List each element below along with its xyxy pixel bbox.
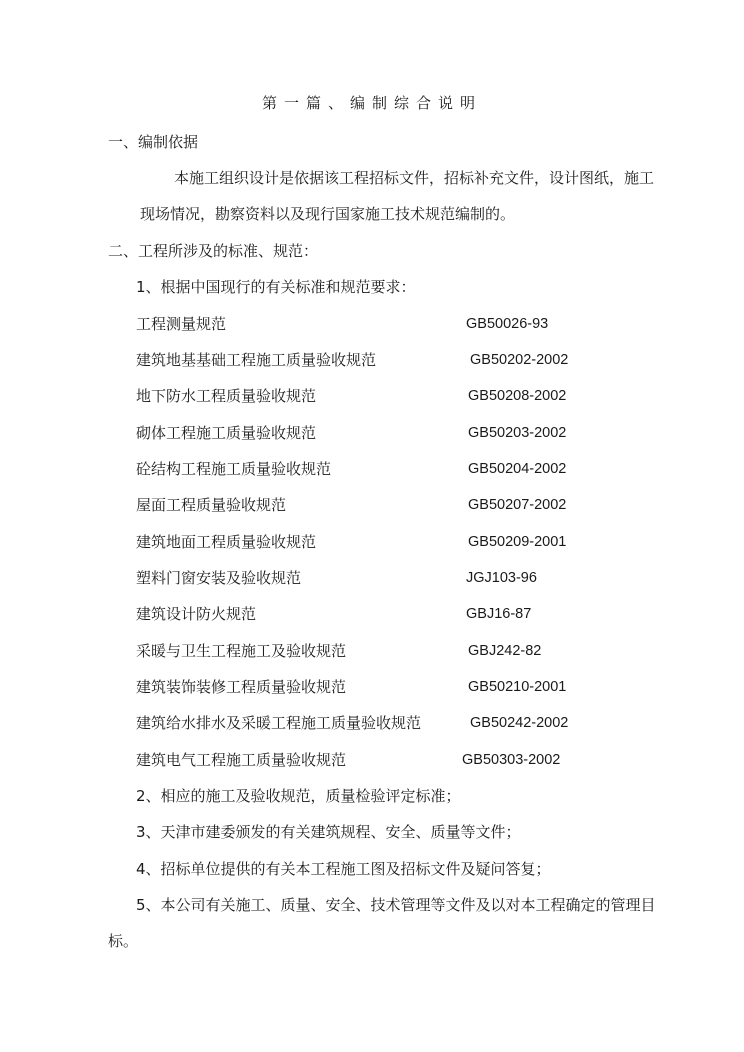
standard-name: 建筑设计防火规范 xyxy=(136,605,257,623)
standard-name: 建筑装饰装修工程质量验收规范 xyxy=(136,678,347,696)
standard-code: GB50026-93 xyxy=(466,316,549,332)
standard-name: 工程测量规范 xyxy=(136,315,227,333)
standard-code: GB50202-2002 xyxy=(470,352,569,368)
standard-code: GBJ16-87 xyxy=(466,606,532,622)
section-1-paragraph-line-1: 本施工组织设计是依据该工程招标文件，招标补充文件，设计图纸，施工 xyxy=(174,169,655,187)
standard-row xyxy=(0,314,744,334)
standard-row xyxy=(0,386,744,406)
standard-code: GB50210-2001 xyxy=(468,679,567,695)
standard-code: GBJ242-82 xyxy=(468,643,542,659)
standard-name: 屋面工程质量验收规范 xyxy=(136,496,287,514)
standard-row xyxy=(0,495,744,515)
standard-code: GB50208-2002 xyxy=(468,388,567,404)
standard-row xyxy=(0,713,744,733)
standard-row xyxy=(0,750,744,770)
section-2-heading: 二、工程所涉及的标准、规范： xyxy=(108,242,319,260)
standard-name: 建筑地面工程质量验收规范 xyxy=(136,533,317,551)
standard-code: GB50204-2002 xyxy=(468,461,567,477)
standard-code: GB50209-2001 xyxy=(468,534,567,550)
section-1-paragraph-line-2: 现场情况，勘察资料以及现行国家施工技术规范编制的。 xyxy=(140,205,516,223)
standard-row xyxy=(0,604,744,624)
list-item-5-line-2: 标。 xyxy=(108,932,139,950)
standard-row xyxy=(0,423,744,443)
list-item-5-line-1: 5、本公司有关施工、质量、安全、技术管理等文件及以对本工程确定的管理目 xyxy=(136,896,656,914)
standard-name: 塑料门窗安装及验收规范 xyxy=(136,569,302,587)
standard-row xyxy=(0,568,744,588)
standard-name: 采暖与卫生工程施工及验收规范 xyxy=(136,642,347,660)
standard-row xyxy=(0,532,744,552)
standard-row xyxy=(0,459,744,479)
list-item-3: 3、天津市建委颁发的有关建筑规程、安全、质量等文件； xyxy=(136,823,521,841)
standard-code: GB50203-2002 xyxy=(468,425,567,441)
standard-name: 建筑电气工程施工质量验收规范 xyxy=(136,751,347,769)
page-title: 第一篇、编制综合说明 xyxy=(261,94,482,112)
standard-code: GB50207-2002 xyxy=(468,497,567,513)
standard-code: GB50303-2002 xyxy=(462,752,561,768)
standard-name: 砌体工程施工质量验收规范 xyxy=(136,424,317,442)
standard-name: 砼结构工程施工质量验收规范 xyxy=(136,460,332,478)
list-item-2: 2、相应的施工及验收规范，质量检验评定标准； xyxy=(136,787,461,805)
list-item-1: 1、根据中国现行的有关标准和规范要求： xyxy=(136,278,416,296)
standard-code: JGJ103-96 xyxy=(466,570,537,586)
standard-name: 地下防水工程质量验收规范 xyxy=(136,387,317,405)
standard-code: GB50242-2002 xyxy=(470,715,569,731)
standard-name: 建筑地基基础工程施工质量验收规范 xyxy=(136,351,377,369)
standard-row xyxy=(0,677,744,697)
list-item-4: 4、招标单位提供的有关本工程施工图及招标文件及疑问答复； xyxy=(136,860,551,878)
section-1-heading: 一、编制依据 xyxy=(108,133,199,151)
standard-row xyxy=(0,350,744,370)
standard-name: 建筑给水排水及采暖工程施工质量验收规范 xyxy=(136,714,422,732)
standard-row xyxy=(0,641,744,661)
